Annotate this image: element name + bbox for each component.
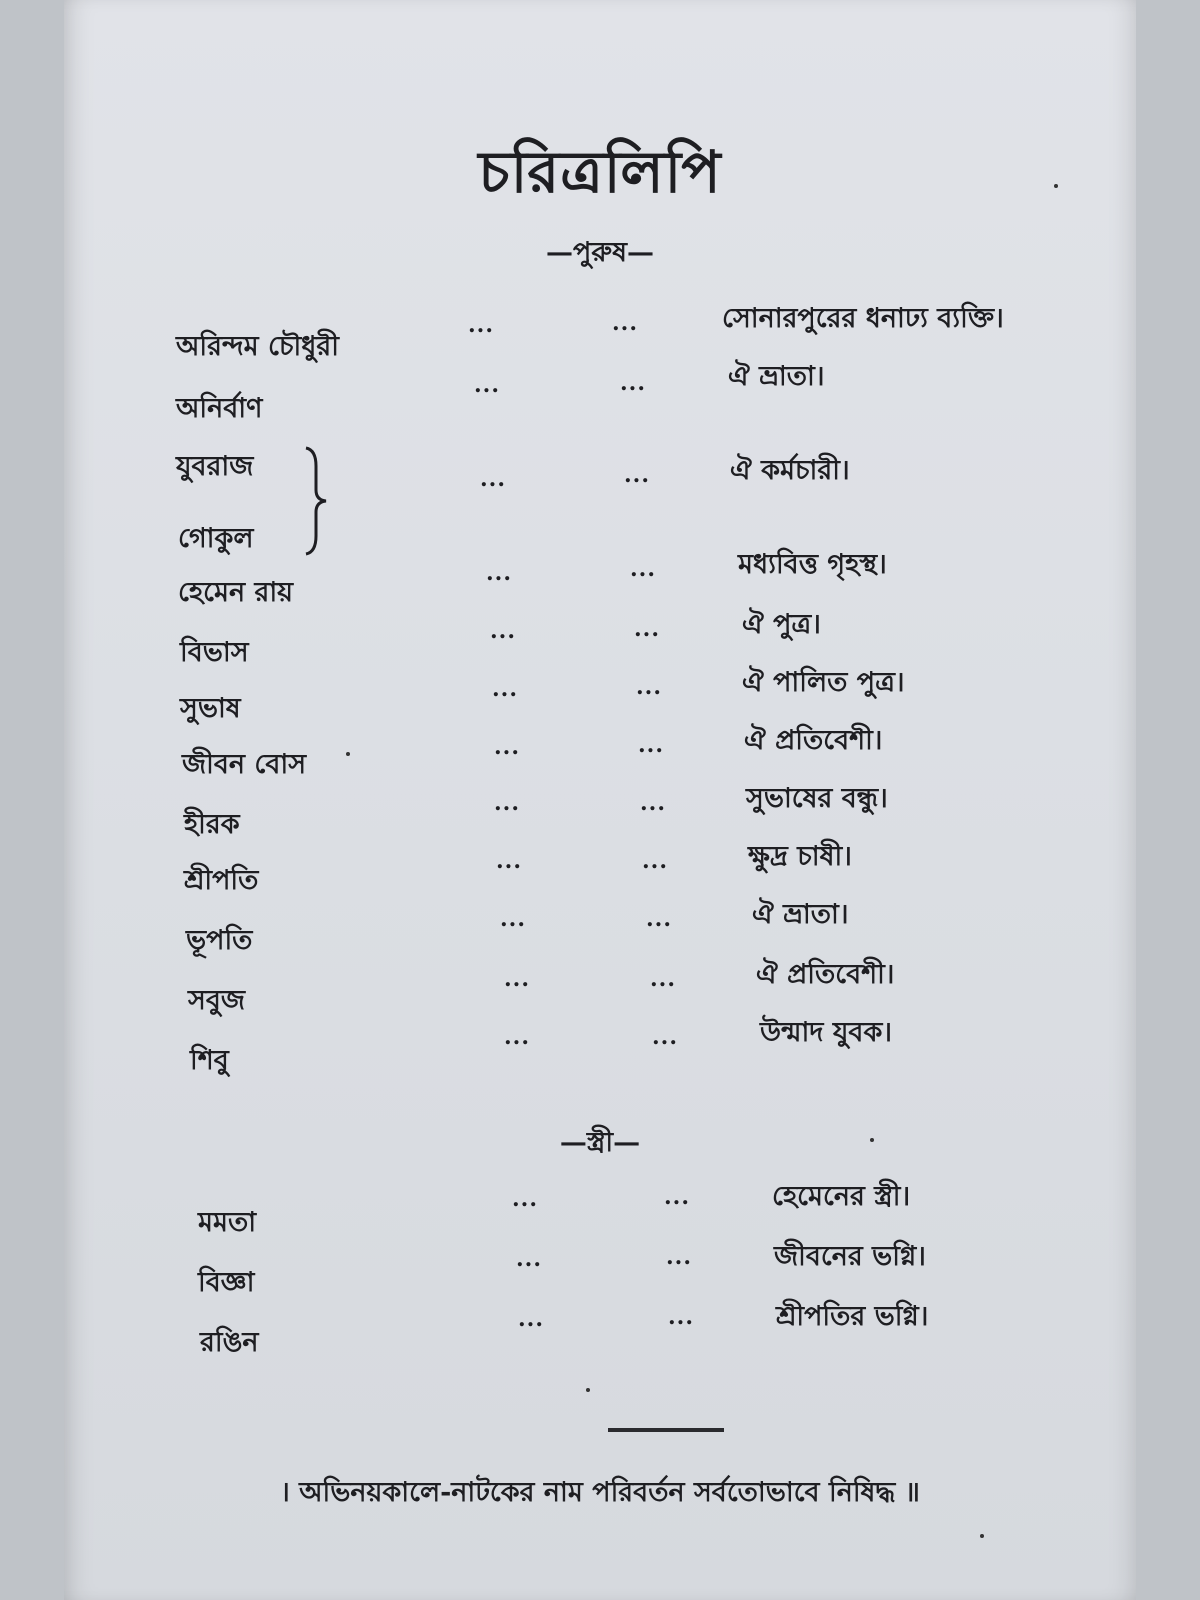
dot-leader: ...	[468, 312, 494, 338]
character-description: হেমেনের স্ত্রী।	[772, 1181, 911, 1212]
character-description: সুভাষের বন্ধু।	[746, 783, 888, 814]
character-description: ঐ ভ্রাতা।	[752, 899, 849, 930]
dot-leader: ...	[500, 906, 526, 932]
character-name: সবুজ	[188, 985, 246, 1016]
dot-leader: ...	[504, 1024, 530, 1050]
dot-leader: ...	[664, 1184, 690, 1210]
character-name: শ্রীপতি	[184, 865, 259, 896]
character-name: রঙিন	[200, 1327, 259, 1358]
brace-icon	[302, 446, 332, 556]
female-section-heading: —স্ত্রী—	[559, 1127, 641, 1158]
character-description: ঐ ভ্রাতা।	[728, 361, 825, 392]
dot-leader: ...	[492, 676, 518, 702]
character-description: উন্মাদ যুবক।	[760, 1017, 893, 1048]
dot-leader: ...	[474, 372, 500, 398]
dot-leader: ...	[612, 310, 638, 336]
dot-leader: ...	[620, 370, 646, 396]
dot-leader: ...	[490, 618, 516, 644]
dot-leader: ...	[634, 616, 660, 642]
character-name: সুভাষ	[180, 693, 241, 724]
dot-leader: ...	[646, 906, 672, 932]
dot-leader: ...	[668, 1304, 694, 1330]
dot-leader: ...	[624, 462, 650, 488]
dot-leader: ...	[494, 790, 520, 816]
dot-leader: ...	[486, 560, 512, 586]
character-name: অনির্বাণ	[176, 393, 263, 424]
character-name: অরিন্দম চৌধুরী	[176, 331, 339, 362]
section-divider	[608, 1428, 724, 1432]
character-name: মমতা	[198, 1207, 257, 1238]
dot-leader: ...	[630, 556, 656, 582]
character-name: জীবন বোস	[182, 749, 307, 780]
print-speck	[980, 1534, 984, 1538]
dot-leader: ...	[638, 732, 664, 758]
character-description: ঐ কর্মচারী।	[730, 455, 850, 486]
dot-leader: ...	[504, 966, 530, 992]
dot-leader: ...	[518, 1306, 544, 1332]
dot-leader: ...	[636, 674, 662, 700]
print-speck	[586, 1388, 590, 1392]
dot-leader: ...	[666, 1244, 692, 1270]
print-speck	[346, 752, 350, 756]
character-name: ভূপতি	[186, 925, 253, 956]
dot-leader: ...	[496, 848, 522, 874]
dot-leader: ...	[494, 734, 520, 760]
character-name: শিবু	[190, 1045, 229, 1076]
character-name: বিজ্ঞা	[198, 1267, 255, 1298]
character-description: জীবনের ভগ্নি।	[774, 1241, 926, 1272]
dot-leader: ...	[512, 1186, 538, 1212]
dot-leader: ...	[652, 1024, 678, 1050]
character-description: সোনারপুরের ধনাঢ্য ব্যক্তি।	[722, 303, 1004, 334]
print-speck	[870, 1138, 874, 1142]
character-description: ঐ প্রতিবেশী।	[756, 959, 895, 990]
character-description: মধ্যবিত্ত গৃহস্থ।	[738, 549, 887, 580]
male-section-heading: —পুরুষ—	[546, 237, 654, 268]
character-name: হেমেন রায়	[178, 577, 294, 608]
character-description: ঐ প্রতিবেশী।	[744, 725, 883, 756]
dot-leader: ...	[650, 966, 676, 992]
character-description: ঐ পালিত পুত্র।	[742, 667, 905, 698]
character-name: যুবরাজ	[176, 451, 254, 482]
dot-leader: ...	[640, 790, 666, 816]
dot-leader: ...	[516, 1246, 542, 1272]
character-description: শ্রীপতির ভগ্নি।	[776, 1301, 929, 1332]
footnote: । অভিনয়কালে-নাটকের নাম পরিবর্তন সর্বতোভাবে নিষিদ্ধ ॥	[280, 1477, 920, 1508]
character-name: হীরক	[184, 809, 240, 840]
print-speck	[1054, 184, 1058, 188]
character-name: গোকুল	[178, 523, 254, 554]
dot-leader: ...	[642, 848, 668, 874]
character-description: ঐ পুত্র।	[742, 609, 821, 640]
character-description: ক্ষুদ্র চাষী।	[748, 841, 852, 872]
page-title: চরিত্রলিপি	[478, 138, 722, 206]
character-name: বিভাস	[180, 637, 249, 668]
dot-leader: ...	[480, 466, 506, 492]
